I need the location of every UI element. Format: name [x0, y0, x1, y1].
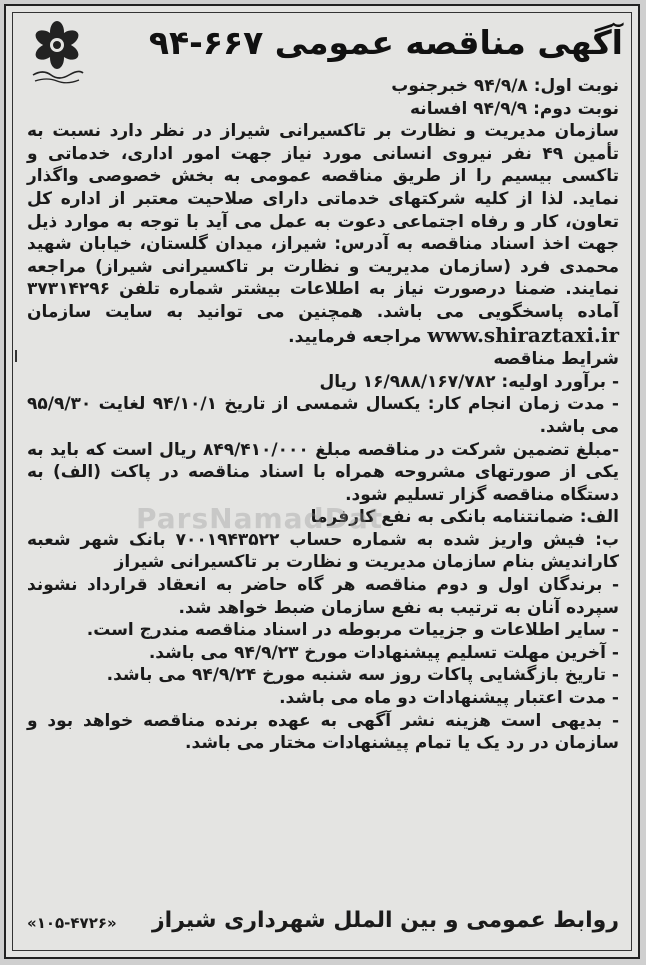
condition-item: - مدت زمان انجام کار: یکسال شمسی از تاریخ ۹۴/۱۰/۱ لغایت ۹۵/۹/۳۰ می باشد.	[27, 394, 619, 437]
condition-item: - تاریخ بازگشایی پاکات روز سه شنبه مورخ ۹۴/۹/۲۴ می باشد.	[106, 665, 619, 686]
condition-item: - برآورد اولیه: ۱۶/۹۸۸/۱۶۷/۷۸۲ ریال	[319, 371, 619, 392]
condition-item: - بدیهی است هزینه نشر آگهی به عهده برنده مناقصه خواهد بود و سازمان در رد یک یا تمام پیشنهادات مختار می باشد.	[27, 710, 619, 754]
intro-text: سازمان مدیریت و نظارت بر تاکسیرانی شیراز در نظر دارد نسبت به تأمین ۴۹ نفر نیروی انسانی مورد نیاز جهت امور اداری، خدماتی و تاکسی بیسیم را از طریق مناقصه عمومی به بخش خصوصی واگذار نماید. لذا از کلیه شرکتهای خدماتی دارای صلاحیت معتبر از اداره کل تعاون، کار و رفاه اجتماعی دعوت به عمل می آید با توجه به موارد ذیل جهت اخذ اسناد مناقصه به آدرس: شیراز، میدان گلستان، خیابان شهید محمدی فرد (سازمان مدیریت و نظارت بر تاکسیرانی شیراز) مراجعه نمایند. ضمنا درصورت نیاز به اطلاعات بیشتر شماره تلفن ۳۷۳۱۴۲۹۶ آماده پاسخگویی می باشد. همچنین می توانید به سایت سازمان	[27, 121, 620, 322]
condition-item: ب: فیش واریز شده به شماره حساب ۷۰۰۱۹۴۳۵۲۲ بانک شهر شعبه کارانديش بنام سازمان مدیریت و نظارت بر تاکسیرانی شیراز	[27, 529, 620, 573]
condition-item: - مدت اعتبار پیشنهادات دو ماه می باشد.	[279, 688, 619, 709]
notice-code: «۱۰۵-۴۷۲۶»	[27, 914, 117, 932]
intro-paragraph	[27, 120, 619, 348]
condition-item: - سایر اطلاعات و جزییات مربوطه در اسناد مناقصه مندرج است.	[86, 620, 619, 641]
notice-header	[19, 19, 623, 77]
condition-item: - آخرین مهلت تسلیم پیشنهادات مورخ ۹۴/۹/۲۳ می باشد.	[148, 642, 619, 663]
publish-date-2: نوبت دوم: ۹۴/۹/۹ افسانه	[410, 98, 619, 119]
condition-item: - برندگان اول و دوم مناقصه هر گاه حاضر به انعقاد قرارداد نشوند سپرده آنان به ترتیب به نفع سازمان ضبط خواهد شد.	[27, 575, 619, 618]
website-link[interactable]: www.shiraztaxi.ir	[427, 322, 619, 347]
condition-item: الف: ضمانتنامه بانکی به نفع کارفرما	[310, 507, 619, 528]
conditions-heading: شرایط مناقصه	[493, 349, 619, 370]
intro-closing: مراجعه فرمایید.	[288, 326, 422, 347]
notice-footer	[27, 908, 619, 940]
watermark: ParsNamadDat	[136, 502, 384, 535]
notice-frame	[12, 12, 632, 951]
notice-body	[27, 75, 619, 755]
condition-item: -مبلغ تضمین شرکت در مناقصه مبلغ ۸۴۹/۴۱۰/۰۰۰ ریال است که باید به یکی از صورتهای مشروحه همراه با اسناد مناقصه در پاکت (الف) به دستگاه مناقصه گزار تسلیم شود.	[27, 439, 619, 505]
notice-title: آگهی مناقصه عمومی ۶۶۷-۹۴	[148, 23, 623, 62]
margin-mark	[15, 350, 17, 362]
publish-date-1: نوبت اول: ۹۴/۹/۸ خبرجنوب	[391, 76, 619, 96]
tender-notice-page	[4, 4, 640, 959]
publisher-name: روابط عمومی و بین الملل شهرداری شیراز	[152, 908, 619, 933]
